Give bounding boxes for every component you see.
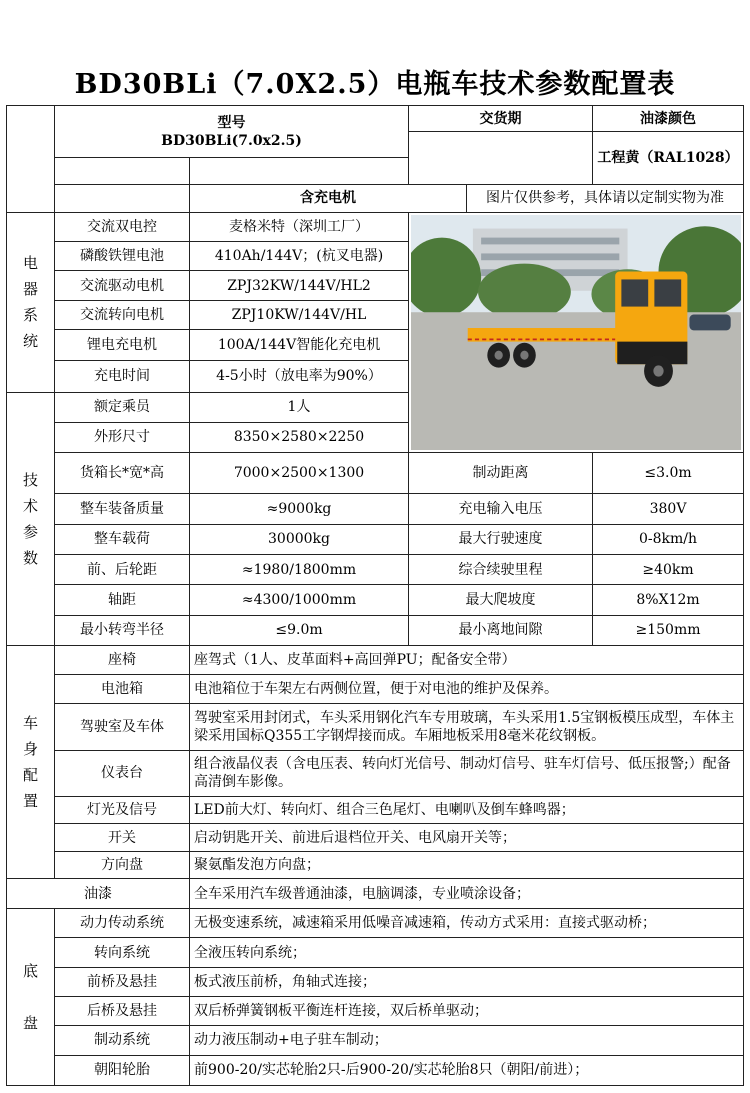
spec-value-2: ≥150mm bbox=[593, 615, 744, 645]
section-label-electrical: 电 器 系 统 bbox=[22, 254, 38, 351]
chassis-label: 动力传动系统 bbox=[55, 909, 190, 938]
spec-label: 外形尺寸 bbox=[55, 422, 190, 452]
config-label: 灯光及信号 bbox=[55, 797, 190, 824]
chassis-value: 双后桥弹簧钢板平衡连杆连接，双后桥单驱动； bbox=[190, 997, 744, 1026]
model-value: BD30BLi(7.0x2.5) bbox=[161, 132, 302, 149]
spec-value: ZPJ10KW/144V/HL bbox=[190, 300, 409, 329]
corner-cell bbox=[7, 106, 55, 213]
model-label: 型号 bbox=[217, 114, 246, 131]
parked-car bbox=[689, 314, 730, 330]
section-label-chassis: 底 盘 bbox=[22, 962, 38, 1033]
chassis-label: 转向系统 bbox=[55, 938, 190, 967]
chassis-value: 板式液压前桥，角轴式连接； bbox=[190, 967, 744, 996]
spec-value: ZPJ32KW/144V/HL2 bbox=[190, 271, 409, 300]
chassis-value: 动力液压制动+电子驻车制动； bbox=[190, 1026, 744, 1055]
section-electrical bbox=[7, 212, 55, 392]
config-label: 座椅 bbox=[55, 645, 190, 674]
spec-value: 100A/144V智能化充电机 bbox=[190, 330, 409, 361]
paint-row-label: 油漆 bbox=[7, 878, 190, 908]
config-value: 驾驶室采用封闭式，车头采用钢化汽车专用玻璃，车头采用1.5宝钢板模压成型，车体主梁采用国标Q355工字钢焊接而成。车厢地板采用8毫米花纹钢板。 bbox=[190, 704, 744, 750]
config-label: 方向盘 bbox=[55, 851, 190, 878]
spec-label: 前、后轮距 bbox=[55, 555, 190, 585]
spec-value: ≤9.0m bbox=[190, 615, 409, 645]
delivery-value bbox=[409, 132, 593, 184]
spec-label-2: 最小离地间隙 bbox=[409, 615, 593, 645]
config-label: 驾驶室及车体 bbox=[55, 704, 190, 750]
spec-label: 充电时间 bbox=[55, 361, 190, 392]
spec-label: 最小转弯半径 bbox=[55, 615, 190, 645]
spec-value: 1人 bbox=[190, 392, 409, 422]
spec-value: ≈9000kg bbox=[190, 494, 409, 524]
config-value: 聚氨酯发泡方向盘； bbox=[190, 851, 744, 878]
spec-value-2: ≥40km bbox=[593, 555, 744, 585]
chassis-label: 朝阳轮胎 bbox=[55, 1055, 190, 1085]
spec-value-2: 0-8km/h bbox=[593, 524, 744, 554]
section-body bbox=[7, 645, 55, 878]
config-value: 电池箱位于车架左右两侧位置，便于对电池的维护及保养。 bbox=[190, 675, 744, 704]
spec-value: 410Ah/144V；(杭叉电器) bbox=[190, 242, 409, 271]
charger-label: 含充电机 bbox=[190, 184, 467, 212]
spec-label: 磷酸铁锂电池 bbox=[55, 242, 190, 271]
spec-value: 7000×2500×1300 bbox=[190, 453, 409, 494]
spec-label: 整车装备质量 bbox=[55, 494, 190, 524]
chassis-value: 全液压转向系统； bbox=[190, 938, 744, 967]
model-cell bbox=[55, 106, 409, 158]
page-title: BD30BLi（7.0X2.5）电瓶车技术参数配置表 bbox=[74, 69, 676, 100]
spec-label: 交流驱动电机 bbox=[55, 271, 190, 300]
section-chassis bbox=[7, 909, 55, 1086]
paint-row-value: 全车采用汽车级普通油漆，电脑调漆，专业喷涂设备； bbox=[190, 878, 744, 908]
spec-label-2: 最大爬坡度 bbox=[409, 585, 593, 615]
spec-value: ≈4300/1000mm bbox=[190, 585, 409, 615]
spec-label-2: 综合续驶里程 bbox=[409, 555, 593, 585]
spec-value: 4-5小时（放电率为90%） bbox=[190, 361, 409, 392]
chassis-label: 前桥及悬挂 bbox=[55, 967, 190, 996]
spec-table bbox=[6, 105, 744, 1086]
spec-value: 麦格米特（深圳工厂） bbox=[190, 212, 409, 241]
spec-value: 30000kg bbox=[190, 524, 409, 554]
spec-value: ≈1980/1800mm bbox=[190, 555, 409, 585]
spec-label: 轴距 bbox=[55, 585, 190, 615]
section-technical bbox=[7, 392, 55, 645]
vehicle-photo bbox=[409, 212, 744, 452]
paint-value: 工程黄（RAL1028） bbox=[593, 132, 744, 184]
photo-note: 图片仅供参考，具体请以定制实物为准 bbox=[467, 184, 744, 212]
spec-value: 8350×2580×2250 bbox=[190, 422, 409, 452]
spec-label: 额定乘员 bbox=[55, 392, 190, 422]
spec-value-2: 8%X12m bbox=[593, 585, 744, 615]
spec-label: 锂电充电机 bbox=[55, 330, 190, 361]
spec-label: 交流双电控 bbox=[55, 212, 190, 241]
chassis-value: 前900-20/实芯轮胎2只-后900-20/实芯轮胎8只（朝阳/前进）； bbox=[190, 1055, 744, 1085]
config-label: 仪表台 bbox=[55, 750, 190, 796]
paint-label: 油漆颜色 bbox=[593, 106, 744, 132]
config-value: 座驾式（1人、皮革面料+高回弹PU；配备安全带） bbox=[190, 645, 744, 674]
config-value: LED前大灯、转向灯、组合三色尾灯、电喇叭及倒车蜂鸣器； bbox=[190, 797, 744, 824]
chassis-label: 制动系统 bbox=[55, 1026, 190, 1055]
spec-label-2: 最大行驶速度 bbox=[409, 524, 593, 554]
spec-value-2: 380V bbox=[593, 494, 744, 524]
spec-label-2: 制动距离 bbox=[409, 453, 593, 494]
config-value: 启动钥匙开关、前进后退档位开关、电风扇开关等； bbox=[190, 824, 744, 851]
section-label-technical: 技 术 参 数 bbox=[22, 470, 38, 567]
spec-value-2: ≤3.0m bbox=[593, 453, 744, 494]
blank-cell bbox=[55, 158, 190, 184]
spec-label-2: 充电输入电压 bbox=[409, 494, 593, 524]
config-label: 开关 bbox=[55, 824, 190, 851]
delivery-label: 交货期 bbox=[409, 106, 593, 132]
spec-label: 交流转向电机 bbox=[55, 300, 190, 329]
config-label: 电池箱 bbox=[55, 675, 190, 704]
blank-cell bbox=[190, 158, 409, 184]
chassis-label: 后桥及悬挂 bbox=[55, 997, 190, 1026]
spec-label: 货箱长*宽*高 bbox=[55, 453, 190, 494]
spec-label: 整车载荷 bbox=[55, 524, 190, 554]
chassis-value: 无极变速系统，减速箱采用低噪音减速箱，传动方式采用：直接式驱动桥； bbox=[190, 909, 744, 938]
config-value: 组合液晶仪表（含电压表、转向灯光信号、制动灯信号、驻车灯信号、低压报警;）配备高清倒车影像。 bbox=[190, 750, 744, 796]
section-label-body: 车 身 配 置 bbox=[22, 713, 38, 810]
truck-image bbox=[411, 215, 741, 450]
blank-cell bbox=[55, 184, 190, 212]
